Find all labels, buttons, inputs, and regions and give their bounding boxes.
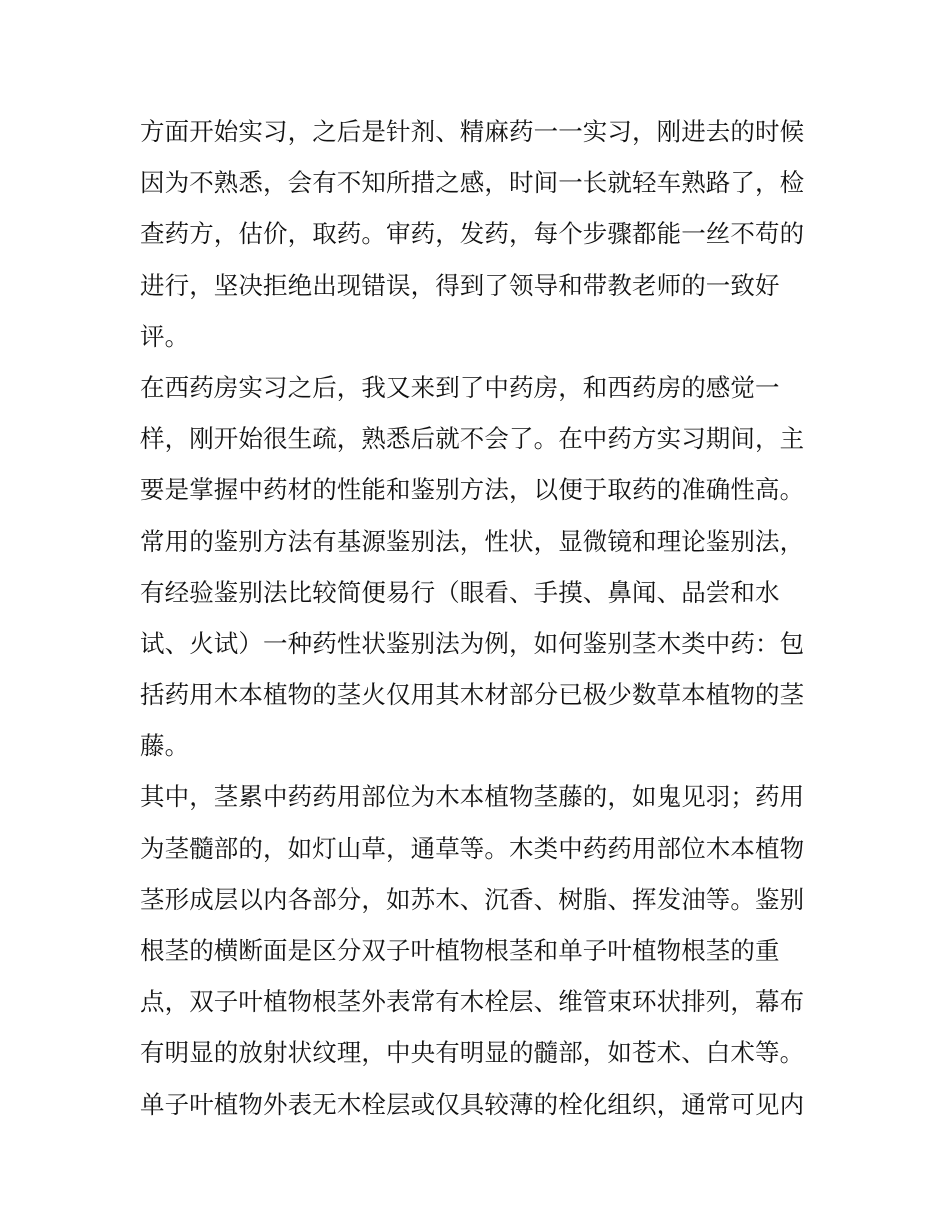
text-line: 茎形成层以内各部分，如苏木、沉香、树脂、挥发油等。鉴别 [140, 884, 805, 914]
text-line: 进行，坚决拒绝出现错误，得到了领导和带教老师的一致好 [140, 270, 780, 300]
text-line: 要是掌握中药材的性能和鉴别方法，以便于取药的准确性高。 [140, 475, 805, 505]
text-line: 评。 [140, 321, 190, 351]
text-line: 根茎的横断面是区分双子叶植物根茎和单子叶植物根茎的重 [140, 936, 780, 965]
text-line: 试、火试）一种药性状鉴别法为例，如何鉴别茎木类中药：包 [140, 628, 805, 658]
text-line: 有经验鉴别法比较简便易行（眼看、手摸、鼻闻、品尝和水 [140, 577, 780, 607]
text-line: 在西药房实习之后，我又来到了中药房，和西药房的感觉一 [140, 372, 780, 402]
body-text [140, 106, 816, 1130]
text-line: 样，刚开始很生疏，熟悉后就不会了。在中药方实习期间，主 [140, 424, 805, 454]
text-line: 其中，茎累中药药用部位为木本植物茎藤的，如鬼见羽；药用 [140, 782, 805, 812]
text-line: 查药方，估价，取药。审药，发药，每个步骤都能一丝不苟的 [140, 219, 805, 249]
text-line: 括药用木本植物的茎火仅用其木材部分已极少数草本植物的茎 [140, 680, 805, 710]
text-line: 因为不熟悉，会有不知所措之感，时间一长就轻车熟路了，检 [140, 168, 805, 198]
text-line: 单子叶植物外表无木栓层或仅具较薄的栓化组织，通常可见内 [140, 1089, 805, 1119]
text-line: 点，双子叶植物根茎外表常有木栓层、维管束环状排列，幕布 [140, 987, 805, 1017]
text-line: 藤。 [140, 731, 190, 761]
text-line: 方面开始实习，之后是针剂、精麻药一一实习，刚进去的时候 [140, 117, 805, 146]
text-line: 为茎髓部的，如灯山草，通草等。木类中药药用部位木本植物 [140, 833, 805, 863]
text-line: 有明显的放射状纹理，中央有明显的髓部，如苍术、白术等。 [140, 1038, 805, 1068]
text-line: 常用的鉴别方法有基源鉴别法，性状，显微镜和理论鉴别法， [140, 526, 805, 556]
